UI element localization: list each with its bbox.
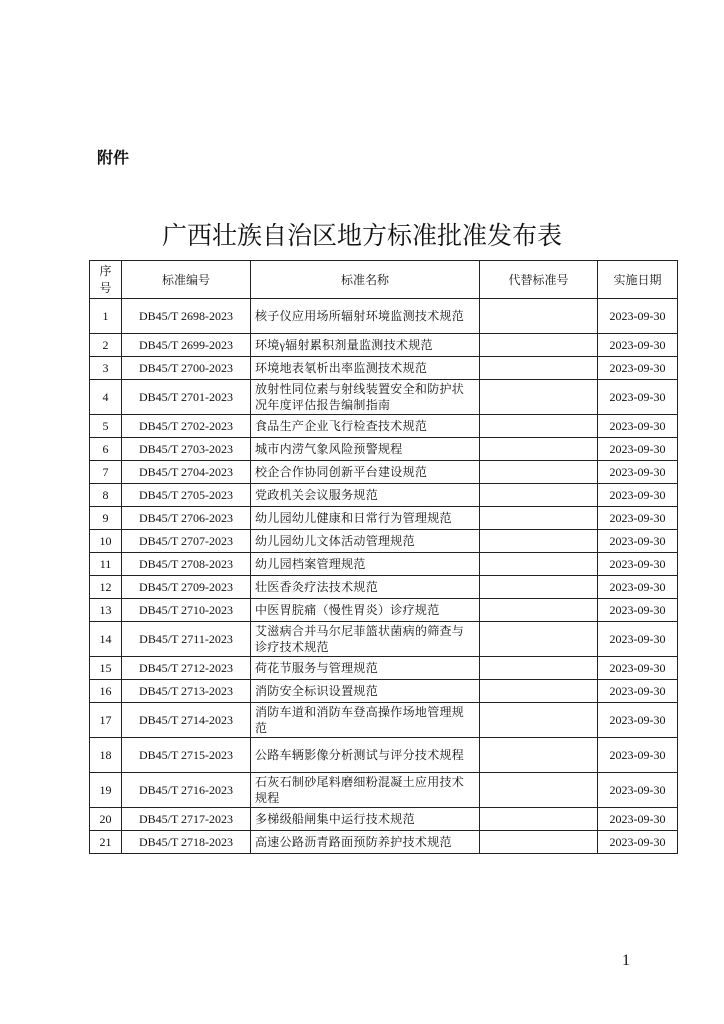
table-row: [90, 380, 678, 415]
table-row: [90, 680, 678, 703]
standard-name: 校企合作协同创新平台建设规范: [251, 461, 480, 484]
standard-code: DB45/T 2715-2023: [122, 738, 251, 773]
page-title: 广西壮族自治区地方标准批准发布表: [161, 221, 562, 250]
implementation-date: 2023-09-30: [598, 357, 678, 380]
implementation-date: 2023-09-30: [598, 415, 678, 438]
standard-code: DB45/T 2703-2023: [122, 438, 251, 461]
table-row: [90, 357, 678, 380]
replaced-standard: [480, 438, 598, 461]
standard-code: DB45/T 2705-2023: [122, 484, 251, 507]
standard-code: DB45/T 2713-2023: [122, 680, 251, 703]
standard-name: 消防安全标识设置规范: [251, 680, 480, 703]
standard-name: 城市内涝气象风险预警规程: [251, 438, 480, 461]
implementation-date: 2023-09-30: [598, 657, 678, 680]
table-row: [90, 831, 678, 854]
row-number: 20: [90, 808, 122, 831]
standard-name: 艾滋病合并马尔尼菲篮状菌病的筛查与诊疗技术规范: [251, 622, 480, 657]
row-number: 19: [90, 773, 122, 808]
standard-name: 核子仪应用场所辐射环境监测技术规范: [251, 299, 480, 334]
table-row: [90, 703, 678, 738]
standard-code: DB45/T 2716-2023: [122, 773, 251, 808]
standards-table: [89, 260, 678, 854]
table-row: [90, 530, 678, 553]
table-row: [90, 438, 678, 461]
implementation-date: 2023-09-30: [598, 831, 678, 854]
page-number: 1: [622, 952, 630, 969]
replaced-standard: [480, 484, 598, 507]
standard-code: DB45/T 2711-2023: [122, 622, 251, 657]
standard-code: DB45/T 2707-2023: [122, 530, 251, 553]
table-row: [90, 461, 678, 484]
row-number: 2: [90, 334, 122, 357]
standard-code: DB45/T 2704-2023: [122, 461, 251, 484]
table-row: [90, 334, 678, 357]
standard-code: DB45/T 2709-2023: [122, 576, 251, 599]
implementation-date: 2023-09-30: [598, 334, 678, 357]
standard-name: 多梯级船闸集中运行技术规范: [251, 808, 480, 831]
replaced-standard: [480, 773, 598, 808]
replaced-standard: [480, 299, 598, 334]
replaced-standard: [480, 576, 598, 599]
table-row: [90, 484, 678, 507]
replaced-standard: [480, 507, 598, 530]
standard-code: DB45/T 2699-2023: [122, 334, 251, 357]
implementation-date: 2023-09-30: [598, 599, 678, 622]
attachment-label: 附件: [97, 148, 130, 167]
standard-name: 党政机关会议服务规范: [251, 484, 480, 507]
standard-name: 环境地表氡析出率监测技术规范: [251, 357, 480, 380]
row-number: 3: [90, 357, 122, 380]
standard-code: DB45/T 2708-2023: [122, 553, 251, 576]
implementation-date: 2023-09-30: [598, 576, 678, 599]
implementation-date: 2023-09-30: [598, 773, 678, 808]
row-number: 1: [90, 299, 122, 334]
standard-code: DB45/T 2714-2023: [122, 703, 251, 738]
replaced-standard: [480, 831, 598, 854]
table-row: [90, 507, 678, 530]
standard-code: DB45/T 2702-2023: [122, 415, 251, 438]
replaced-standard: [480, 530, 598, 553]
replaced-standard: [480, 622, 598, 657]
table-row: [90, 657, 678, 680]
replaced-standard: [480, 657, 598, 680]
standard-name: 食品生产企业飞行检查技术规范: [251, 415, 480, 438]
table-row: [90, 738, 678, 773]
standard-code: DB45/T 2710-2023: [122, 599, 251, 622]
table-row: [90, 299, 678, 334]
implementation-date: 2023-09-30: [598, 299, 678, 334]
replaced-standard: [480, 808, 598, 831]
row-number: 7: [90, 461, 122, 484]
standard-code: DB45/T 2701-2023: [122, 380, 251, 415]
row-number: 13: [90, 599, 122, 622]
row-number: 18: [90, 738, 122, 773]
table-row: [90, 773, 678, 808]
row-number: 9: [90, 507, 122, 530]
row-number: 5: [90, 415, 122, 438]
row-number: 15: [90, 657, 122, 680]
row-number: 21: [90, 831, 122, 854]
standard-name: 消防车道和消防车登高操作场地管理规范: [251, 703, 480, 738]
replaced-standard: [480, 738, 598, 773]
standard-name: 荷花节服务与管理规范: [251, 657, 480, 680]
standard-code: DB45/T 2712-2023: [122, 657, 251, 680]
implementation-date: 2023-09-30: [598, 484, 678, 507]
row-number: 14: [90, 622, 122, 657]
standard-code: DB45/T 2700-2023: [122, 357, 251, 380]
standard-name: 中医胃脘痛（慢性胃炎）诊疗规范: [251, 599, 480, 622]
replaced-standard: [480, 334, 598, 357]
standard-name: 幼儿园幼儿文体活动管理规范: [251, 530, 480, 553]
row-number: 11: [90, 553, 122, 576]
replaced-standard: [480, 415, 598, 438]
table-row: [90, 599, 678, 622]
row-number: 12: [90, 576, 122, 599]
header-no: 序号: [90, 261, 122, 299]
replaced-standard: [480, 553, 598, 576]
standard-code: DB45/T 2718-2023: [122, 831, 251, 854]
header-name: 标准名称: [251, 261, 480, 299]
row-number: 16: [90, 680, 122, 703]
implementation-date: 2023-09-30: [598, 808, 678, 831]
table-row: [90, 576, 678, 599]
replaced-standard: [480, 380, 598, 415]
standard-name: 公路车辆影像分析测试与评分技术规程: [251, 738, 480, 773]
implementation-date: 2023-09-30: [598, 703, 678, 738]
implementation-date: 2023-09-30: [598, 530, 678, 553]
standard-code: DB45/T 2706-2023: [122, 507, 251, 530]
standard-name: 环境γ辐射累积剂量监测技术规范: [251, 334, 480, 357]
replaced-standard: [480, 461, 598, 484]
row-number: 17: [90, 703, 122, 738]
row-number: 10: [90, 530, 122, 553]
replaced-standard: [480, 703, 598, 738]
row-number: 8: [90, 484, 122, 507]
implementation-date: 2023-09-30: [598, 380, 678, 415]
table-row: [90, 415, 678, 438]
standard-name: 石灰石制砂尾料磨细粉混凝土应用技术规程: [251, 773, 480, 808]
replaced-standard: [480, 357, 598, 380]
standard-name: 幼儿园档案管理规范: [251, 553, 480, 576]
implementation-date: 2023-09-30: [598, 738, 678, 773]
standard-name: 幼儿园幼儿健康和日常行为管理规范: [251, 507, 480, 530]
implementation-date: 2023-09-30: [598, 461, 678, 484]
implementation-date: 2023-09-30: [598, 680, 678, 703]
replaced-standard: [480, 680, 598, 703]
standard-name: 高速公路沥青路面预防养护技术规范: [251, 831, 480, 854]
replaced-standard: [480, 599, 598, 622]
row-number: 4: [90, 380, 122, 415]
standard-code: DB45/T 2717-2023: [122, 808, 251, 831]
implementation-date: 2023-09-30: [598, 622, 678, 657]
implementation-date: 2023-09-30: [598, 507, 678, 530]
header-code: 标准编号: [122, 261, 251, 299]
table-header-row: [90, 261, 678, 299]
table-row: [90, 553, 678, 576]
implementation-date: 2023-09-30: [598, 438, 678, 461]
header-date: 实施日期: [598, 261, 678, 299]
implementation-date: 2023-09-30: [598, 553, 678, 576]
standard-code: DB45/T 2698-2023: [122, 299, 251, 334]
table-row: [90, 808, 678, 831]
row-number: 6: [90, 438, 122, 461]
header-replaced: 代替标准号: [480, 261, 598, 299]
standard-name: 放射性同位素与射线装置安全和防护状况年度评估报告编制指南: [251, 380, 480, 415]
table-row: [90, 622, 678, 657]
standard-name: 壮医香灸疗法技术规范: [251, 576, 480, 599]
